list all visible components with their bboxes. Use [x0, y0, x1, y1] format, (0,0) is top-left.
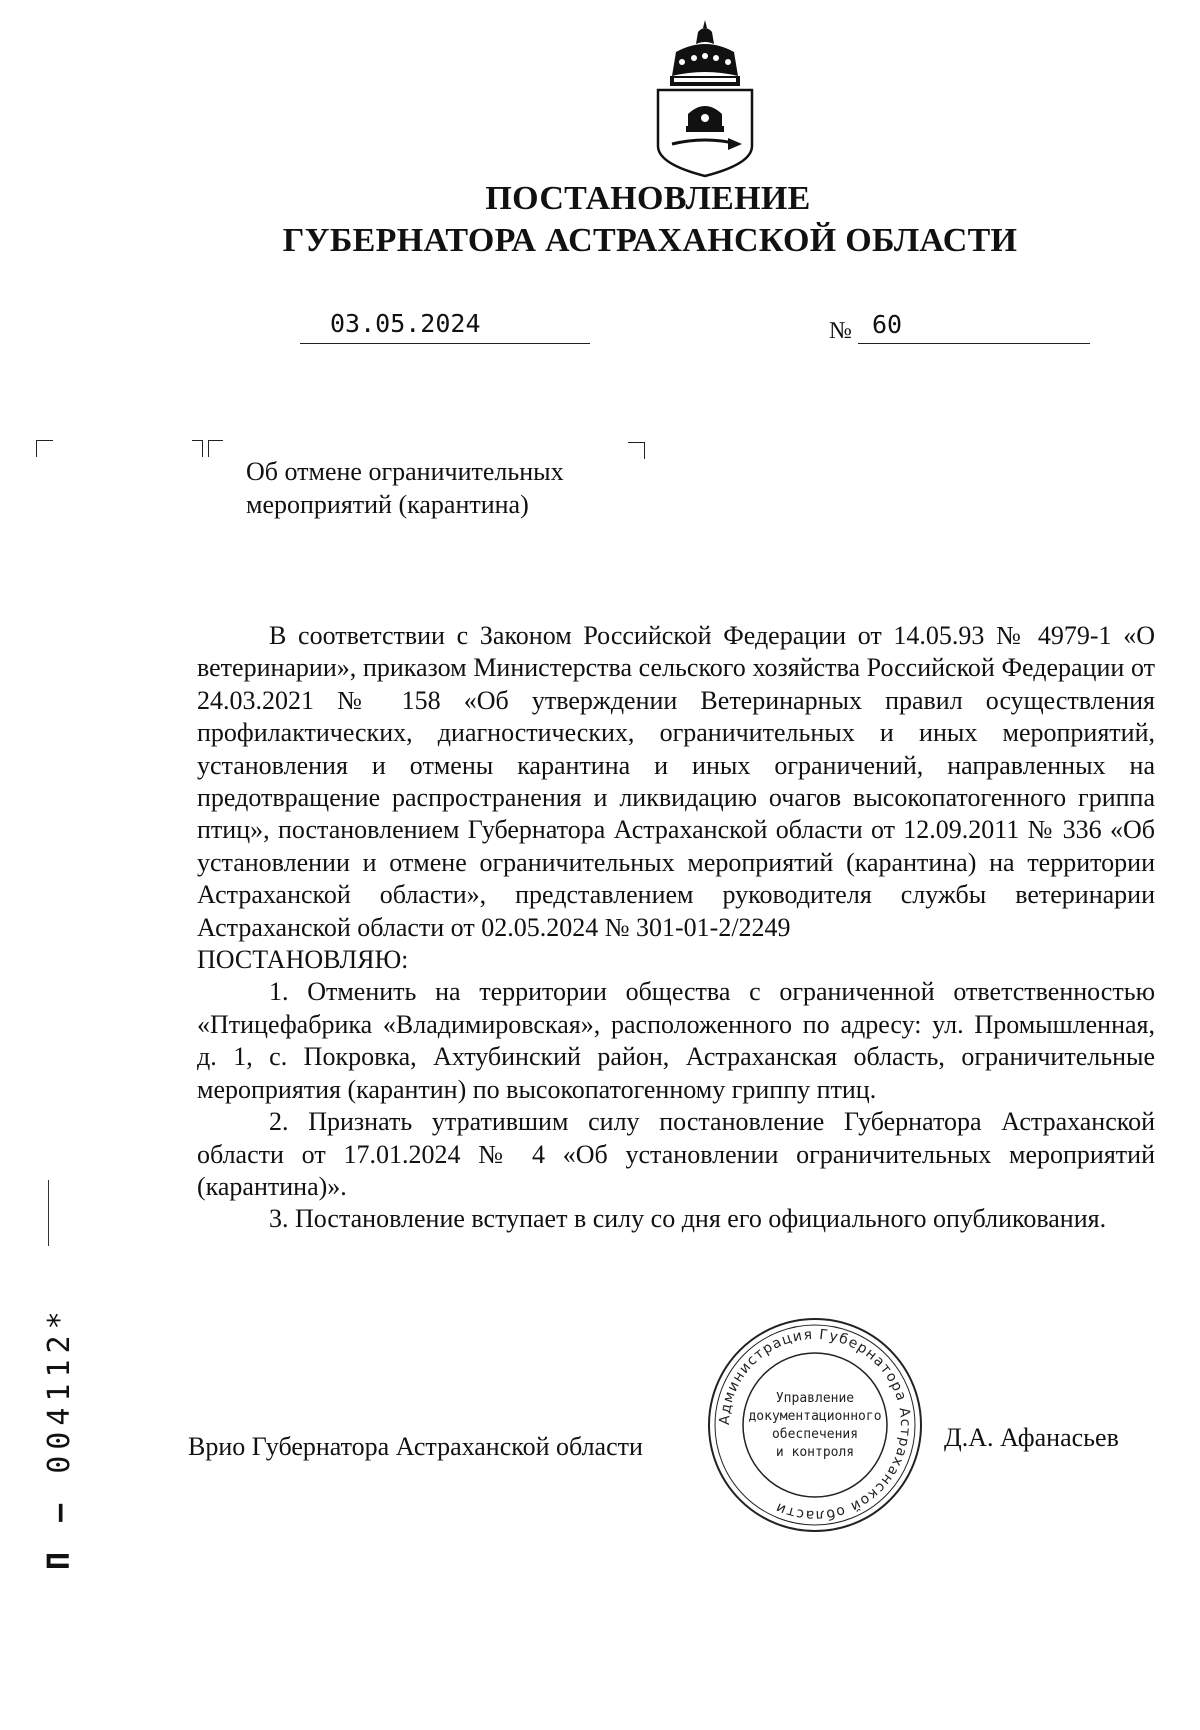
subject-line-2: мероприятий (карантина) [246, 490, 529, 519]
corner-mark-left [36, 440, 53, 457]
registration-code-number: 004112 [42, 1329, 77, 1474]
document-date: 03.05.2024 [300, 308, 590, 344]
registration-code [42, 1270, 77, 1570]
svg-text:документационного: документационного [748, 1409, 882, 1424]
document-subject [246, 455, 646, 521]
registration-code-prefix: П – [42, 1497, 77, 1570]
corner-mark-subject-open-2 [208, 440, 223, 457]
number-label: № [829, 318, 852, 344]
svg-text:Администрация Губернатора Астр: Администрация Губернатора Астраханской области [716, 1326, 914, 1524]
decree-word: ПОСТАНОВЛЯЮ: [197, 945, 409, 975]
item-2: 2. Признать утратившим силу постановление Губернатора Астраханской области от 17.01.2024 № 4 «Об установлении ограничительных мероприятий (карантина)». [197, 1107, 1155, 1201]
svg-text:и контроля: и контроля [775, 1445, 855, 1460]
subject-line-1: Об отмене ограничительных [246, 457, 564, 486]
svg-text:Управление: Управление [775, 1391, 855, 1406]
document-number: 60 [858, 308, 1090, 344]
document-issuer: ГУБЕРНАТОРА АСТРАХАНСКОЙ ОБЛАСТИ [282, 222, 1018, 259]
svg-text:обеспечения: обеспечения [771, 1427, 859, 1442]
corner-mark-subject-open [192, 440, 203, 457]
document-title: ПОСТАНОВЛЕНИЕ [485, 180, 811, 217]
signatory-name: Д.А. Афанасьев [944, 1423, 1119, 1452]
item-3: 3. Постановление вступает в силу со дня его официального опубликования. [269, 1204, 1107, 1234]
preamble-paragraph: В соответствии с Законом Российской Федерации от 14.05.93 № 4979-1 «О ветеринарии», приказом Министерства сельского хозяйства Российской Федерации от 24.03.2021 № 158 «Об утверждении Ветеринарных правил осуществления профилактических, диагностических, ограничительных и иных мероприятий, установления и отмены карантина и иных ограничений, направленных на предотвращение распространения и ликвидацию очагов высокопатогенного гриппа птиц», постановлением Губернатора Астраханской области от 12.09.2011 № 336 «Об установлении и отмене ограничительных мероприятий (карантина) на территории Астраханской области», представлением руководителя службы ветеринарии Астраханской области от 02.05.2024 № 301-01-2/2249 [197, 621, 1155, 942]
coat-of-arms-emblem [652, 18, 758, 178]
registration-code-suffix: * [42, 1305, 77, 1330]
official-stamp [706, 1316, 924, 1534]
signatory-position: Врио Губернатора Астраханской области [188, 1432, 643, 1461]
item-1: 1. Отменить на территории общества с ограниченной ответственностью «Птицефабрика «Владимировская», расположенного по адресу: ул. Промышленная, д. 1, с. Покровка, Ахтубинский район, Астраханская область, ограничительные мероприятия (карантин) по высокопатогенному гриппу птиц. [197, 977, 1155, 1104]
document-body [197, 620, 1155, 1236]
margin-line [48, 1180, 49, 1246]
